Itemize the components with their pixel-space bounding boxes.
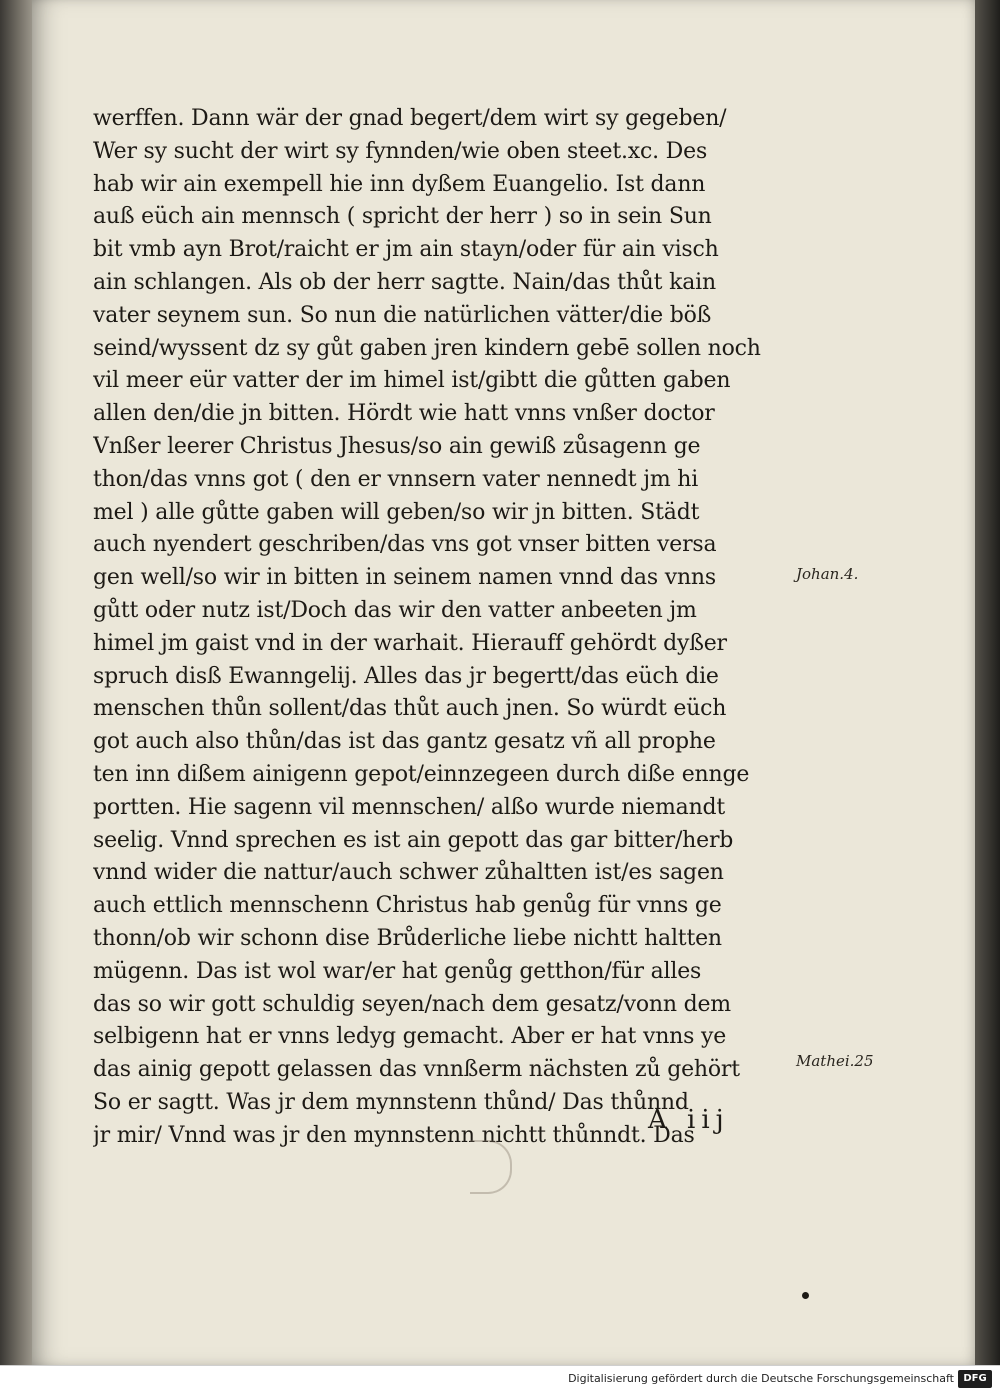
text-line: selbigenn hat er vnns ledyg gemacht. Aber er hat vnns ye bbox=[93, 1024, 727, 1050]
text-line: vater seynem sun. So nun die natürlichen vätter/die böß bbox=[93, 302, 712, 328]
text-line: mel ) alle gůtte gaben will geben/so wir jn bitten. Städt bbox=[93, 499, 700, 525]
text-line: thon/das vnns got ( den er vnnsern vater nennedt jm hi bbox=[93, 466, 699, 492]
faint-pencil-mark bbox=[470, 1140, 512, 1194]
text-line: got auch also thůn/das ist das gantz gesatz vñ all prophe bbox=[93, 729, 716, 755]
text-line: jr mir/ Vnnd was jr den mynnstenn nichtt thůnndt. Das bbox=[93, 1122, 695, 1148]
text-line: das so wir gott schuldig seyen/nach dem gesatz/vonn dem bbox=[93, 991, 731, 1017]
ink-dot bbox=[802, 1292, 809, 1299]
text-line: auß eüch ain mennsch ( spricht der herr ) so in sein Sun bbox=[93, 204, 712, 230]
text-line: seelig. Vnnd sprechen es ist ain gepott das gar bitter/herb bbox=[93, 827, 734, 853]
page-body-text bbox=[93, 103, 798, 1153]
text-line: werffen. Dann wär der gnad begert/dem wirt sy gegeben/ bbox=[93, 106, 727, 131]
text-line: hab wir ain exempell hie inn dyßem Euangelio. Ist dann bbox=[93, 171, 706, 197]
text-line: gen well/so wir in bitten in seinem namen vnnd das vnns bbox=[93, 565, 716, 591]
text-line: Vnßer leerer Christus Jhesus/so ain gewiß zůsagenn ge bbox=[93, 433, 701, 459]
text-line: mügenn. Das ist wol war/er hat genůg getthon/für alles bbox=[93, 958, 702, 984]
scan-right-edge bbox=[975, 0, 1000, 1365]
text-line: seind/wyssent dz sy gůt gaben jren kindern gebē sollen noch bbox=[93, 335, 761, 361]
signature-mark: A iij bbox=[648, 1105, 730, 1135]
text-line: allen den/die jn bitten. Hördt wie hatt vnns vnßer doctor bbox=[93, 401, 715, 427]
text-line: spruch disß Ewanngelij. Alles das jr begertt/das eüch die bbox=[93, 663, 719, 689]
margin-note-mathei: Mathei.25 bbox=[796, 1052, 874, 1070]
text-line: portten. Hie sagenn vil mennschen/ alßo wurde niemandt bbox=[93, 794, 726, 820]
dfg-logo-icon: DFG bbox=[958, 1370, 992, 1388]
text-line: thonn/ob wir schonn dise Brůderliche liebe nichtt haltten bbox=[93, 925, 722, 951]
text-line: menschen thůn sollent/das thůt auch jnen. So würdt eüch bbox=[93, 696, 727, 722]
text-line: gůtt oder nutz ist/Doch das wir den vatter anbeeten jm bbox=[93, 597, 697, 623]
text-line: So er sagtt. Was jr dem mynnstenn thůnd/ Das thůnnd bbox=[93, 1089, 689, 1115]
text-line: vil meer eür vatter der im himel ist/gibtt die gůtten gaben bbox=[93, 368, 731, 394]
text-line: Wer sy sucht der wirt sy fynnden/wie oben steet.xc. Des bbox=[93, 138, 708, 164]
scan-binding-edge bbox=[0, 0, 32, 1365]
text-line: vnnd wider die nattur/auch schwer zůhaltten ist/es sagen bbox=[93, 860, 724, 886]
text-line: ten inn dißem ainigenn gepot/einnzegeen durch diße ennge bbox=[93, 761, 750, 787]
footer-bar bbox=[0, 1365, 1000, 1393]
text-line: himel jm gaist vnd in der warhait. Hierauff gehördt dyßer bbox=[93, 630, 727, 656]
text-line: auch nyendert geschriben/das vns got vnser bitten versa bbox=[93, 532, 717, 558]
text-line: bit vmb ayn Brot/raicht er jm ain stayn/oder für ain visch bbox=[93, 237, 719, 263]
text-line: auch ettlich mennschenn Christus hab genůg für vnns ge bbox=[93, 893, 722, 919]
footer-credit: Digitalisierung gefördert durch die Deutsche Forschungsgemeinschaft bbox=[568, 1372, 954, 1385]
text-line: ain schlangen. Als ob der herr sagtte. Nain/das thůt kain bbox=[93, 269, 716, 295]
margin-note-johan: Johan.4. bbox=[796, 565, 859, 583]
text-line: das ainig gepott gelassen das vnnßerm nächsten zů gehört bbox=[93, 1057, 740, 1083]
